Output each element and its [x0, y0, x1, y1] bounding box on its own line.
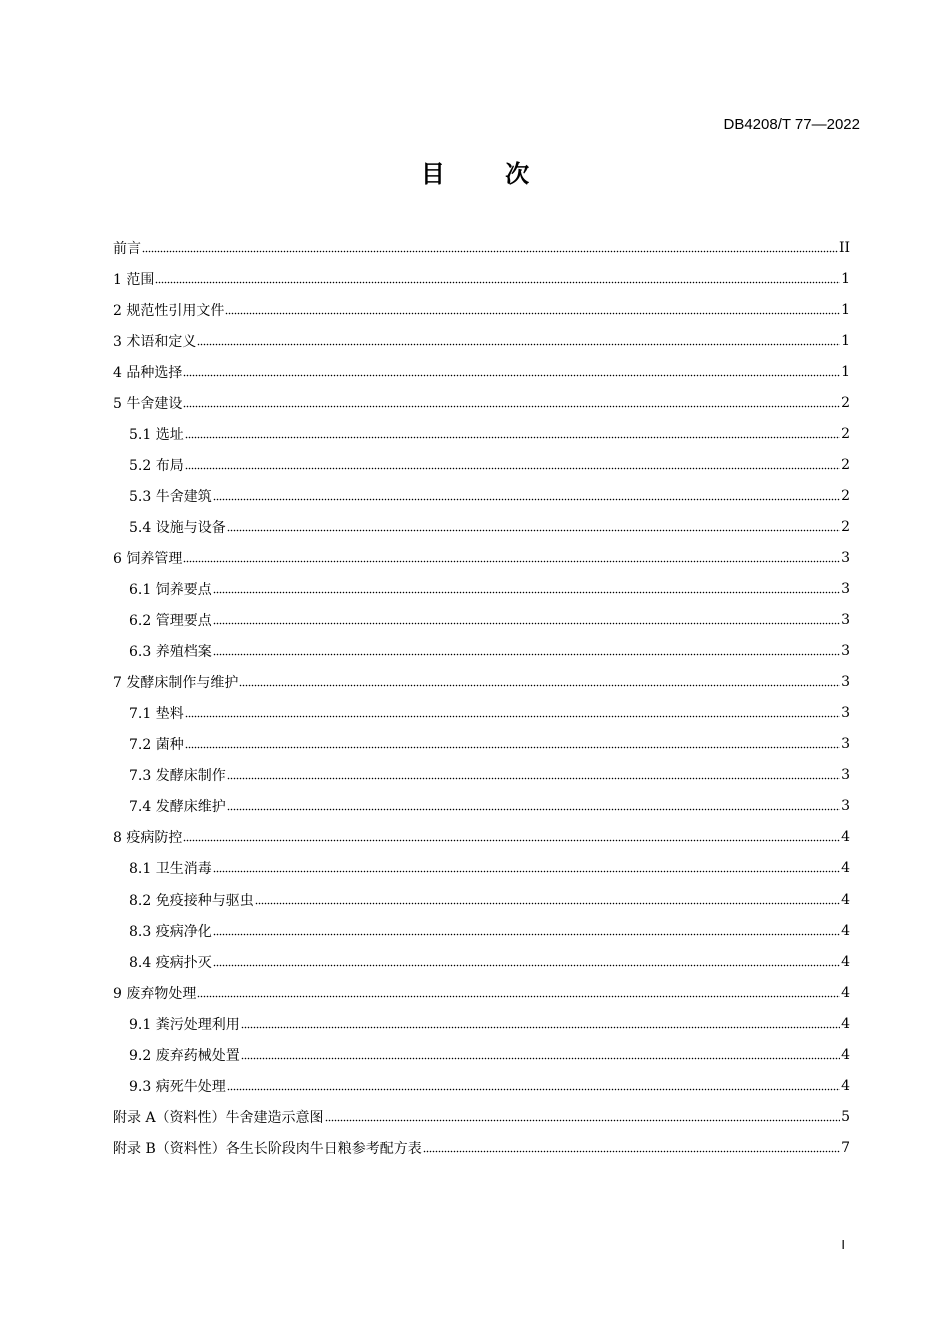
- toc-entry-page: 3: [841, 549, 850, 566]
- toc-entry-label: 9.3 病死牛处理: [129, 1078, 226, 1095]
- toc-entry-label: 6.3 养殖档案: [129, 644, 212, 661]
- toc-entry-label: 8.2 免疫接种与驱虫: [129, 892, 254, 909]
- toc-entry[interactable]: [113, 449, 850, 480]
- toc-entry[interactable]: [113, 232, 850, 263]
- toc-dot-leader: [155, 273, 840, 287]
- toc-entry[interactable]: [113, 1132, 850, 1163]
- toc-entry-page: 3: [841, 612, 850, 629]
- toc-entry-label: 7.4 发酵床维护: [129, 799, 226, 816]
- toc-entry-label: 9.2 废弃药械处置: [129, 1047, 240, 1064]
- toc-entry[interactable]: [113, 325, 850, 356]
- toc-entry-label: 8.1 卫生消毒: [129, 861, 212, 878]
- toc-dot-leader: [142, 242, 838, 256]
- toc-entry-page: 3: [841, 767, 850, 784]
- toc-entry-page: 4: [841, 829, 850, 846]
- toc-dot-leader: [213, 862, 840, 876]
- toc-entry-label: 7.1 垫料: [129, 706, 184, 723]
- toc-entry[interactable]: [113, 542, 850, 573]
- toc-entry-page: 4: [841, 1077, 850, 1094]
- toc-entry-label: 2 规范性引用文件: [113, 302, 225, 319]
- toc-dot-leader: [241, 1049, 840, 1063]
- toc-entry[interactable]: [113, 915, 850, 946]
- toc-entry-label: 附录 B（资料性）各生长阶段肉牛日粮参考配方表: [113, 1140, 422, 1157]
- toc-entry[interactable]: [113, 294, 850, 325]
- toc-dot-leader: [183, 366, 840, 380]
- toc-entry-page: 2: [841, 425, 850, 442]
- toc-entry-page: 4: [841, 860, 850, 877]
- toc-entry[interactable]: [113, 884, 850, 915]
- toc-dot-leader: [197, 335, 840, 349]
- table-of-contents: [113, 232, 850, 1163]
- toc-entry-page: 1: [841, 363, 850, 380]
- toc-entry-page: 3: [841, 643, 850, 660]
- toc-entry[interactable]: [113, 729, 850, 760]
- toc-entry-page: 4: [841, 953, 850, 970]
- page-number: I: [841, 1237, 845, 1252]
- toc-entry-page: 4: [841, 984, 850, 1001]
- toc-entry-page: 1: [841, 332, 850, 349]
- toc-entry-page: 1: [841, 301, 850, 318]
- toc-dot-leader: [183, 397, 840, 411]
- toc-entry[interactable]: [113, 1101, 850, 1132]
- toc-entry[interactable]: [113, 511, 850, 542]
- toc-entry-page: 2: [841, 456, 850, 473]
- toc-entry[interactable]: [113, 791, 850, 822]
- toc-entry-label: 6 饲养管理: [113, 550, 183, 567]
- toc-entry-label: 7.2 菌种: [129, 737, 184, 754]
- toc-entry-page: 2: [841, 394, 850, 411]
- toc-dot-leader: [227, 1080, 840, 1094]
- toc-entry-label: 9.1 粪污处理利用: [129, 1016, 240, 1033]
- document-code: DB4208/T 77—2022: [723, 116, 860, 133]
- toc-entry-label: 前言: [113, 240, 141, 257]
- toc-dot-leader: [255, 894, 840, 908]
- toc-dot-leader: [185, 428, 840, 442]
- toc-dot-leader: [197, 987, 840, 1001]
- toc-dot-leader: [185, 738, 840, 752]
- page-title: 目 次: [420, 160, 556, 188]
- toc-entry-label: 8.4 疫病扑灭: [129, 954, 212, 971]
- toc-entry-label: 9 废弃物处理: [113, 985, 197, 1002]
- toc-dot-leader: [225, 304, 840, 318]
- toc-entry[interactable]: [113, 418, 850, 449]
- toc-entry-label: 4 品种选择: [113, 364, 183, 381]
- toc-entry[interactable]: [113, 605, 850, 636]
- toc-entry-page: 5: [841, 1108, 850, 1125]
- toc-entry-page: 3: [841, 736, 850, 753]
- toc-entry-page: 7: [841, 1139, 850, 1156]
- toc-dot-leader: [423, 1142, 840, 1156]
- toc-dot-leader: [183, 831, 840, 845]
- toc-dot-leader: [213, 614, 840, 628]
- toc-dot-leader: [213, 583, 840, 597]
- toc-dot-leader: [185, 707, 840, 721]
- toc-entry-label: 8 疫病防控: [113, 830, 183, 847]
- toc-entry[interactable]: [113, 1039, 850, 1070]
- toc-entry-label: 6.1 饲养要点: [129, 582, 212, 599]
- toc-entry[interactable]: [113, 1008, 850, 1039]
- toc-dot-leader: [227, 521, 840, 535]
- toc-entry-label: 5.1 选址: [129, 426, 184, 443]
- toc-entry[interactable]: [113, 667, 850, 698]
- toc-entry[interactable]: [113, 1070, 850, 1101]
- toc-entry[interactable]: [113, 480, 850, 511]
- toc-entry-label: 7 发酵床制作与维护: [113, 675, 239, 692]
- toc-dot-leader: [227, 769, 840, 783]
- toc-entry[interactable]: [113, 387, 850, 418]
- toc-entry[interactable]: [113, 977, 850, 1008]
- toc-entry-label: 7.3 发酵床制作: [129, 768, 226, 785]
- toc-entry-page: 3: [841, 705, 850, 722]
- toc-entry-page: 4: [841, 1015, 850, 1032]
- toc-dot-leader: [213, 645, 840, 659]
- toc-entry-page: 4: [841, 922, 850, 939]
- toc-entry-label: 5.3 牛舍建筑: [129, 488, 212, 505]
- toc-entry-page: 3: [841, 674, 850, 691]
- toc-entry[interactable]: [113, 636, 850, 667]
- toc-dot-leader: [213, 956, 840, 970]
- toc-dot-leader: [213, 490, 840, 504]
- toc-dot-leader: [185, 459, 840, 473]
- toc-entry[interactable]: [113, 946, 850, 977]
- toc-entry-page: 4: [841, 891, 850, 908]
- toc-entry-page: 1: [841, 270, 850, 287]
- toc-dot-leader: [241, 1018, 840, 1032]
- toc-entry-label: 6.2 管理要点: [129, 613, 212, 630]
- toc-entry-label: 5.4 设施与设备: [129, 519, 226, 536]
- toc-entry[interactable]: [113, 263, 850, 294]
- toc-entry[interactable]: [113, 574, 850, 605]
- toc-entry-label: 5 牛舍建设: [113, 395, 183, 412]
- toc-entry-label: 1 范围: [113, 271, 155, 288]
- toc-entry-label: 3 术语和定义: [113, 333, 197, 350]
- toc-entry-page: 3: [841, 581, 850, 598]
- toc-dot-leader: [227, 800, 840, 814]
- toc-dot-leader: [239, 676, 840, 690]
- toc-entry-page: 4: [841, 1046, 850, 1063]
- toc-entry[interactable]: [113, 698, 850, 729]
- toc-entry[interactable]: [113, 356, 850, 387]
- toc-dot-leader: [213, 925, 840, 939]
- toc-entry-page: 2: [841, 518, 850, 535]
- toc-dot-leader: [325, 1111, 841, 1125]
- toc-entry-page: 3: [841, 798, 850, 815]
- toc-entry-page: 2: [841, 487, 850, 504]
- toc-entry-label: 5.2 布局: [129, 457, 184, 474]
- toc-dot-leader: [183, 552, 840, 566]
- toc-entry-page: II: [838, 239, 850, 256]
- toc-entry[interactable]: [113, 822, 850, 853]
- toc-entry[interactable]: [113, 853, 850, 884]
- toc-entry-label: 8.3 疫病净化: [129, 923, 212, 940]
- toc-entry-label: 附录 A（资料性）牛舍建造示意图: [113, 1109, 324, 1126]
- toc-entry[interactable]: [113, 760, 850, 791]
